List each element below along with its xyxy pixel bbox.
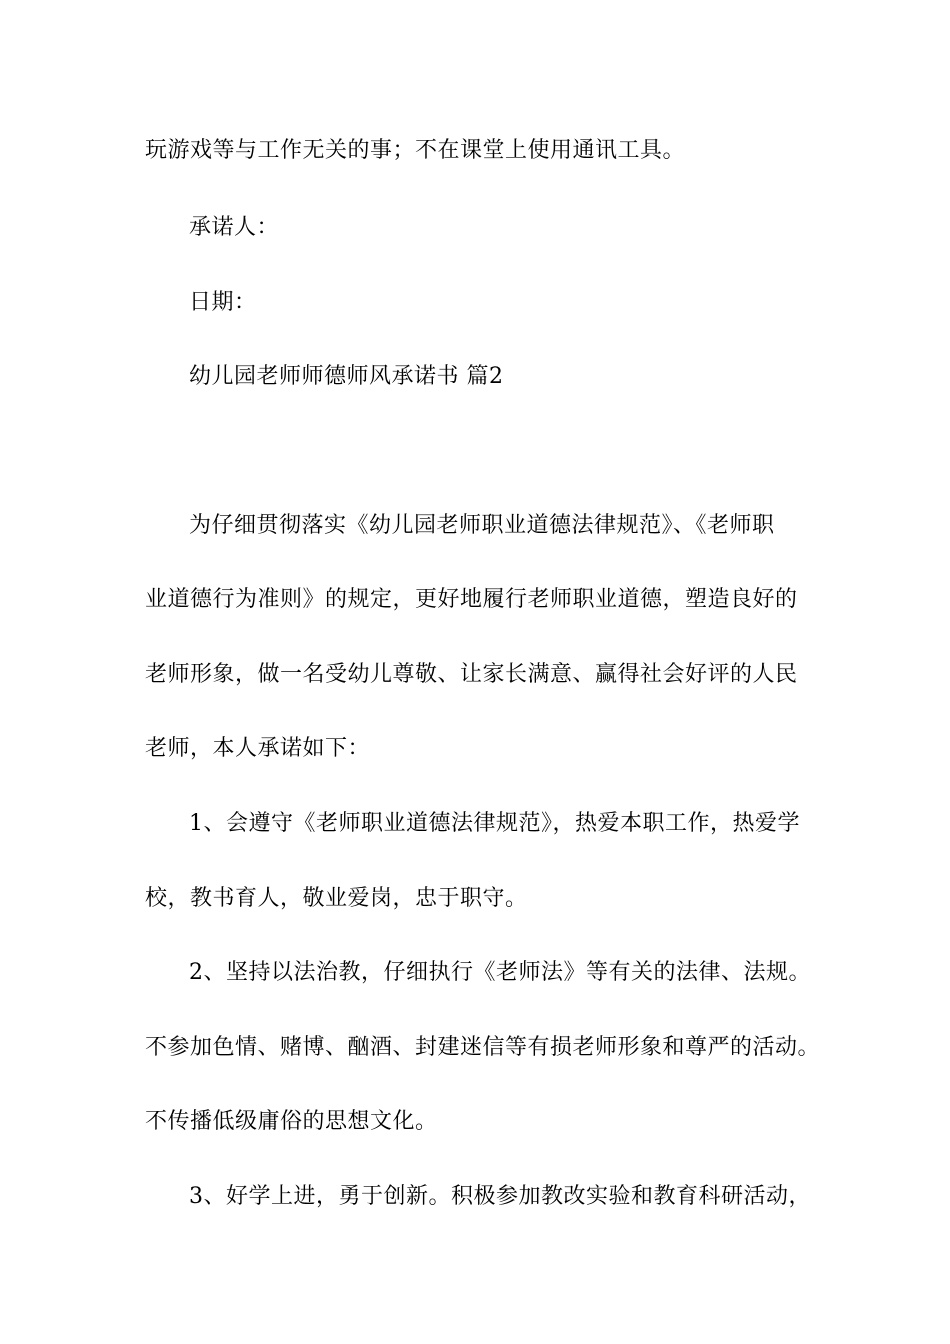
- paragraph-line: 为仔细贯彻落实《幼儿园老师职业道德法律规范》、《老师职: [189, 513, 775, 538]
- paragraph-line: 3、好学上进，勇于创新。积极参加教改实验和教育科研活动，: [189, 1184, 811, 1209]
- paragraph-line: 不传播低级庸俗的思想文化。: [145, 1109, 438, 1134]
- paragraph-line: 老师，本人承诺如下：: [145, 736, 371, 761]
- paragraph-line: 2、坚持以法治教，仔细执行《老师法》等有关的法律、法规。: [189, 960, 811, 985]
- date-label: 日期：: [189, 290, 257, 315]
- paragraph-line: 不参加色情、赌博、酗酒、封建迷信等有损老师形象和尊严的活动。: [145, 1035, 821, 1060]
- paragraph-line: 业道德行为准则》的规定，更好地履行老师职业道德，塑造良好的: [145, 587, 798, 612]
- paragraph-line: 校，教书育人，敬业爱岗，忠于职守。: [145, 886, 528, 911]
- paragraph-line: 1、会遵守《老师职业道德法律规范》，热爱本职工作，热爱学: [189, 811, 800, 836]
- paragraph-line: 玩游戏等与工作无关的事；不在课堂上使用通讯工具。: [145, 138, 686, 163]
- paragraph-line: 老师形象，做一名受幼儿尊敬、让家长满意、赢得社会好评的人民: [145, 662, 798, 687]
- promisor-label: 承诺人：: [189, 215, 280, 240]
- section-title: 幼儿园老师师德师风承诺书 篇2: [189, 364, 504, 389]
